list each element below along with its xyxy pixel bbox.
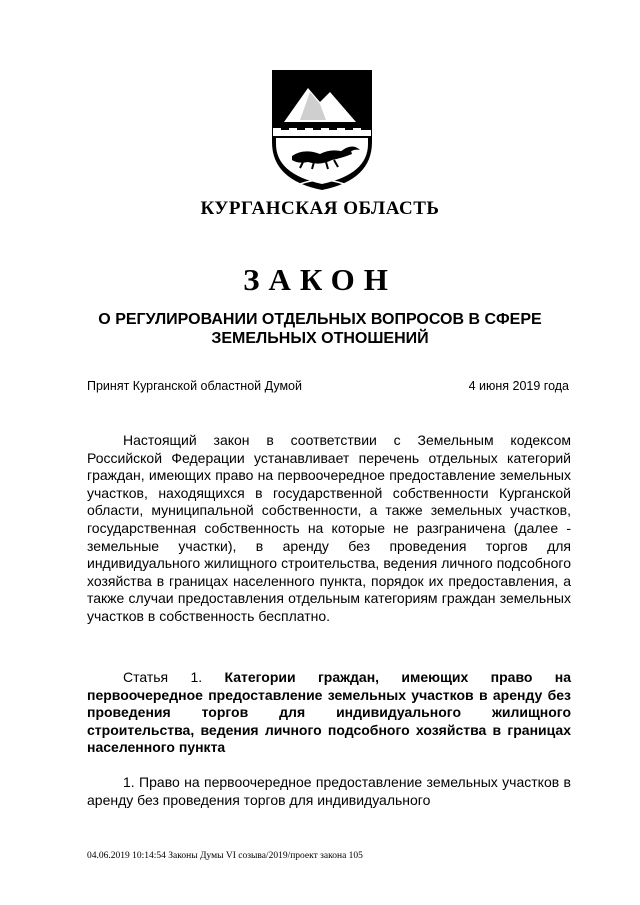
document-type-title: ЗАКОН [243, 262, 397, 297]
article-1-number: Статья 1. [123, 669, 225, 685]
law-subject-heading [60, 310, 580, 348]
article-1-paragraph-1: 1. Право на первоочередное предоставление земельных участков в аренду без проведения торгов для индивидуального [87, 774, 571, 808]
kurgan-coat-of-arms-icon [270, 68, 374, 192]
law-subject-line-2: ЗЕМЕЛЬНЫХ ОТНОШЕНИЙ [211, 330, 429, 347]
adoption-date: 4 июня 2019 года [468, 379, 569, 393]
adopted-by-text: Принят Курганской областной Думой [87, 379, 302, 393]
region-name: КУРГАНСКАЯ ОБЛАСТЬ [200, 198, 440, 219]
article-1-heading [87, 669, 571, 757]
law-subject-line-1: О РЕГУЛИРОВАНИИ ОТДЕЛЬНЫХ ВОПРОСОВ В СФЕРЕ [98, 311, 542, 328]
article-1-title: Категории граждан, имеющих право на первоочередное предоставление земельных участков в аренду без проведения торгов для индивидуального жилищного строительства, ведения личного подсобного хозяйства в границах населенного пункта [87, 669, 572, 756]
adoption-info [87, 379, 569, 393]
preamble-paragraph: Настоящий закон в соответствии с Земельным кодексом Российской Федерации устанавливает перечень отдельных категорий граждан, имеющих право на первоочередное предоставление земельных участков, находящихся в государственной собственности Курганской области, муниципальной собственности, а также земельных участков, государственная собственность на которые не разграничена (далее - земельные участки), в аренду без проведения торгов для индивидуального жилищного строительства, ведения личного подсобного хозяйства в границах населенного пункта, порядок их предоставления, а также случаи предоставления отдельным категориям граждан земельных участков в собственность бесплатно. [87, 432, 571, 624]
document-footer: 04.06.2019 10:14:54 Законы Думы VI созыва/2019/проект закона 105 [87, 851, 363, 861]
